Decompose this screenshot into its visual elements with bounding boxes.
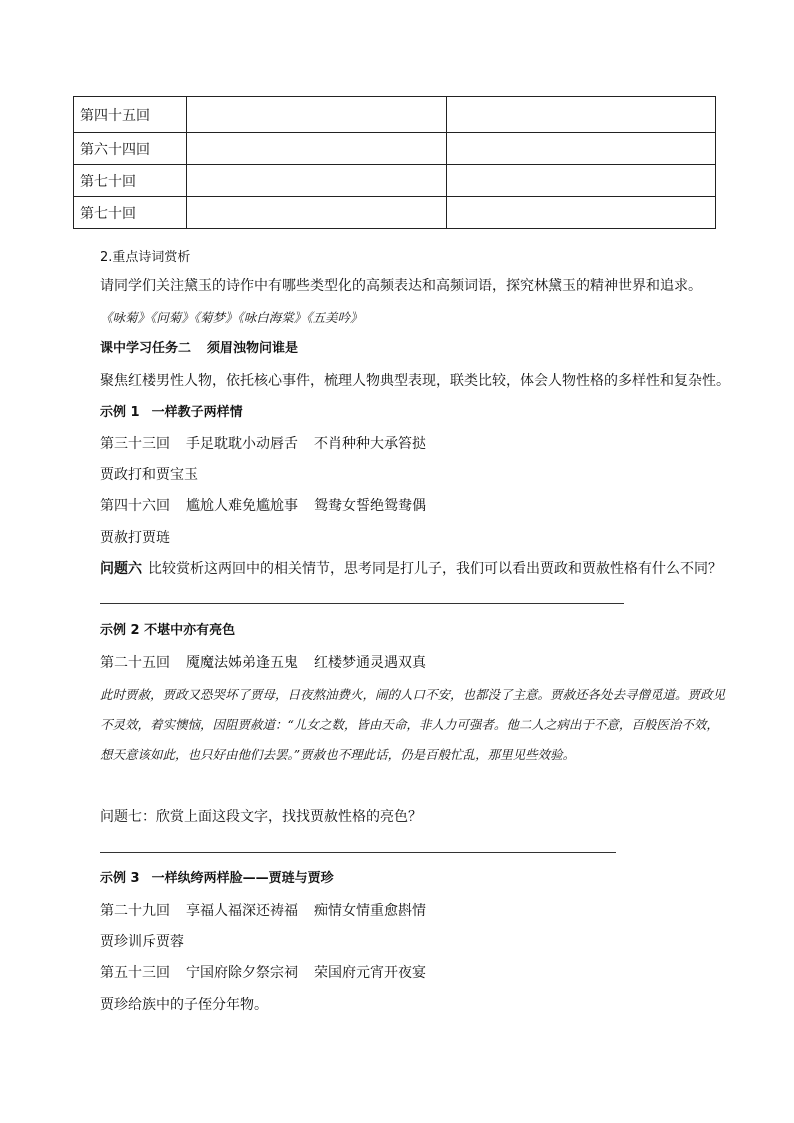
chapter-couplet-b: 荣国府元宵开夜宴: [314, 965, 426, 981]
chapter-table: [73, 96, 716, 229]
question-text: 比较赏析这两回中的相关情节，思考同是打儿子，我们可以看出贾政和贾赦性格有什么不同？: [148, 561, 722, 577]
chapter-note: 贾赦打贾琏: [100, 530, 170, 546]
chapter-couplet-a: 宁国府除夕祭宗祠: [186, 965, 298, 981]
chapter-number: 第二十九回: [100, 903, 170, 919]
example-title: [100, 869, 334, 889]
table-cell: [187, 97, 447, 133]
chapter-couplet-a: 尴尬人难免尴尬事: [186, 498, 298, 514]
table-cell: [447, 133, 716, 165]
table-cell: 第六十四回: [74, 133, 187, 165]
answer-line: [100, 603, 624, 604]
answer-line: [100, 852, 616, 853]
table-cell: 第七十回: [74, 197, 187, 229]
chapter-number: 第五十三回: [100, 965, 170, 981]
question: 问题七：欣赏上面这段文字，找找贾赦性格的亮色？: [100, 809, 422, 825]
chapter-couplet-b: 红楼梦通灵遇双真: [314, 655, 426, 671]
table-row: [74, 165, 716, 197]
table-row: [74, 97, 716, 133]
chapter-couplet-b: 鸳鸯女誓绝鸳鸯偶: [314, 498, 426, 514]
chapter-line: [100, 901, 426, 921]
chapter-couplet-a: 魇魔法姊弟逢五鬼: [186, 655, 298, 671]
quoted-passage: 此时贾赦，贾政又恐哭坏了贾母，日夜熬油费火，闹的人口不安，也都没了主意。贾赦还各处去寻僧觅道。贾政见不灵效，着实懊恼，因阻贾赦道：“儿女之数，皆由天命，非人力可强者。他二人之病出于不意，百般医治不效，想天意该如此，也只好由他们去罢。”贾赦也不理此话，仍是百般忙乱，那里见些效验。: [100, 687, 726, 762]
chapter-note: 贾珍给族中的子侄分年物。: [100, 997, 268, 1013]
chapter-line: [100, 653, 426, 673]
chapter-line: [100, 496, 426, 516]
example-label: 示例 1: [100, 405, 140, 420]
example-title: 示例 2 不堪中亦有亮色: [100, 623, 236, 638]
question: [100, 559, 722, 579]
chapter-line: [100, 434, 426, 454]
chapter-couplet-a: 手足耽耽小动唇舌: [186, 436, 298, 452]
example-theme: 一样教子两样情: [151, 405, 243, 420]
table-cell: 第七十回: [74, 165, 187, 197]
section-instruction: 请同学们关注黛玉的诗作中有哪些类型化的高频表达和高频词语，探究林黛玉的精神世界和追求。: [100, 278, 702, 294]
table-cell: [187, 133, 447, 165]
section-heading: 2.重点诗词赏析: [100, 250, 191, 265]
chapter-number: 第三十三回: [100, 436, 170, 452]
chapter-number: 第二十五回: [100, 655, 170, 671]
example-title: [100, 403, 243, 423]
task-intro: 聚焦红楼男性人物，依托核心事件，梳理人物典型表现，联类比较，体会人物性格的多样性和复杂性。: [100, 373, 730, 389]
task-title: [100, 339, 298, 359]
chapter-number: 第四十六回: [100, 498, 170, 514]
table-cell: [447, 97, 716, 133]
chapter-note: 贾政打和贾宝玉: [100, 467, 198, 483]
chapter-couplet-b: 不肖种种大承笞挞: [314, 436, 426, 452]
chapter-note: 贾珍训斥贾蓉: [100, 934, 184, 950]
task-title-label: 课中学习任务二: [100, 341, 192, 356]
table-cell: [447, 197, 716, 229]
table-cell: [447, 165, 716, 197]
example-theme: 一样纨绔两样脸——贾琏与贾珍: [151, 871, 334, 886]
table-cell: 第四十五回: [74, 97, 187, 133]
task-title-theme: 须眉浊物问谁是: [207, 341, 299, 356]
table-row: [74, 133, 716, 165]
question-label: 问题六: [100, 561, 142, 577]
example-label: 示例 3: [100, 871, 140, 886]
chapter-couplet-b: 痴情女情重愈斟情: [314, 903, 426, 919]
poem-list: 《咏菊》《问菊》《菊梦》《咏白海棠》《五美吟》: [100, 310, 363, 325]
chapter-line: [100, 963, 426, 983]
chapter-couplet-a: 享福人福深还祷福: [186, 903, 298, 919]
table-cell: [187, 165, 447, 197]
table-cell: [187, 197, 447, 229]
table-row: [74, 197, 716, 229]
